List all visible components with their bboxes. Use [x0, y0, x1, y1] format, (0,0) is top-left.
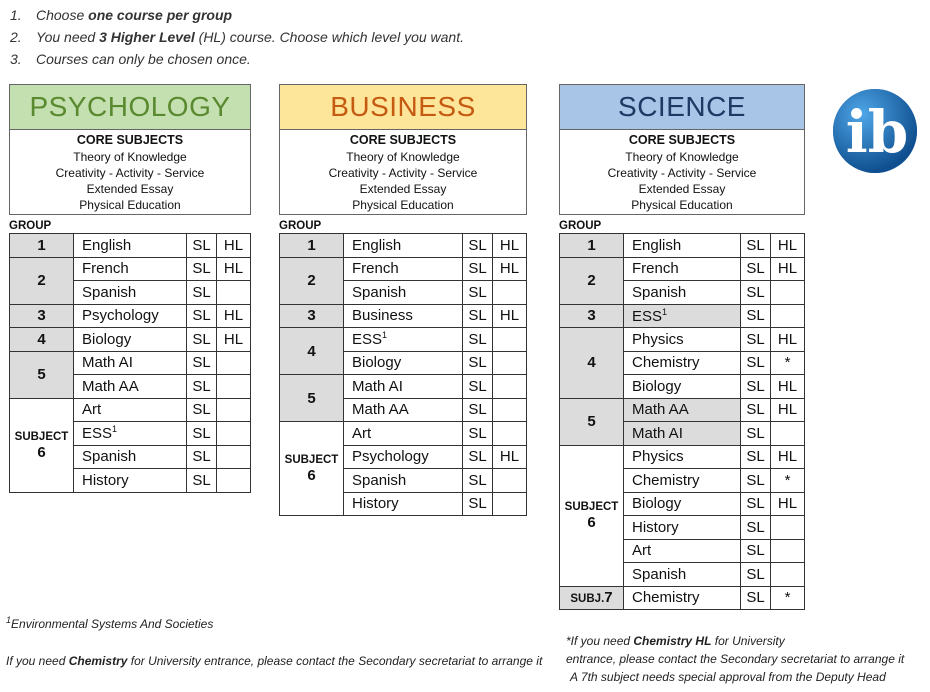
level-sl[interactable]: SL — [463, 422, 493, 446]
level-hl[interactable] — [493, 469, 527, 493]
group-subject-label: SUBJ. — [570, 593, 605, 606]
level-hl[interactable]: HL — [217, 257, 251, 281]
level-sl[interactable]: SL — [741, 586, 771, 610]
course-name: Biology — [624, 492, 741, 516]
level-hl[interactable] — [771, 539, 805, 563]
group-number: 2 — [10, 257, 74, 304]
level-hl[interactable] — [493, 328, 527, 352]
instruction-1: 1. Choose one course per group — [10, 7, 233, 23]
course-name: Business — [344, 304, 463, 328]
level-sl[interactable]: SL — [741, 539, 771, 563]
group-number: 5 — [560, 398, 624, 445]
instruction-3: 3. Courses can only be chosen once. — [10, 51, 251, 67]
level-sl[interactable]: SL — [187, 351, 217, 375]
course-name: Spanish — [624, 563, 741, 587]
course-table — [559, 233, 805, 610]
group-subject-label: SUBJECT — [564, 501, 619, 513]
table-row — [10, 304, 251, 328]
level-sl[interactable]: SL — [187, 375, 217, 399]
level-hl[interactable] — [493, 492, 527, 516]
core-heading: CORE SUBJECTS — [349, 133, 457, 147]
level-hl[interactable]: HL — [217, 234, 251, 258]
course-name: Math AA — [624, 398, 741, 422]
track-title: SCIENCE — [559, 84, 805, 130]
level-sl[interactable]: SL — [741, 398, 771, 422]
level-sl[interactable]: SL — [187, 469, 217, 493]
level-sl[interactable]: SL — [463, 328, 493, 352]
level-hl[interactable] — [493, 398, 527, 422]
footnote-marker: 1 — [662, 306, 668, 317]
course-table — [9, 233, 251, 493]
table-row — [10, 351, 251, 375]
level-sl[interactable]: SL — [463, 257, 493, 281]
course-name: Biology — [344, 351, 463, 375]
course-name: Math AI — [344, 375, 463, 399]
level-sl[interactable]: SL — [741, 304, 771, 328]
course-table — [279, 233, 527, 516]
track-title: BUSINESS — [279, 84, 527, 130]
table-row — [280, 422, 527, 446]
level-sl[interactable]: SL — [463, 445, 493, 469]
level-sl[interactable]: SL — [187, 234, 217, 258]
core-item: Physical Education — [631, 198, 733, 212]
level-sl[interactable]: SL — [463, 351, 493, 375]
level-hl[interactable]: HL — [771, 445, 805, 469]
track-panel-business — [279, 84, 527, 516]
course-name: Chemistry — [624, 469, 741, 493]
level-sl[interactable]: SL — [187, 445, 217, 469]
level-sl[interactable]: SL — [741, 257, 771, 281]
footnote-marker: 1 — [112, 424, 118, 435]
table-row — [280, 375, 527, 399]
level-sl[interactable]: SL — [741, 234, 771, 258]
course-name: Art — [624, 539, 741, 563]
group-number — [560, 445, 624, 586]
core-subjects — [279, 130, 527, 215]
table-row — [560, 328, 805, 352]
level-hl[interactable] — [493, 281, 527, 305]
group-subject-number: 6 — [587, 514, 596, 531]
level-hl[interactable]: * — [771, 351, 805, 375]
level-sl[interactable]: SL — [463, 398, 493, 422]
group-number: 3 — [560, 304, 624, 328]
course-name: Art — [74, 398, 187, 422]
table-row — [560, 586, 805, 610]
table-row — [280, 328, 527, 352]
level-hl[interactable] — [217, 281, 251, 305]
level-sl[interactable]: SL — [741, 445, 771, 469]
group-subject-label: SUBJECT — [14, 430, 69, 443]
level-hl[interactable] — [771, 422, 805, 446]
core-item: Creativity - Activity - Service — [55, 166, 205, 180]
course-name: Spanish — [624, 281, 741, 305]
track-panel-psychology — [9, 84, 251, 493]
level-hl[interactable] — [493, 375, 527, 399]
level-sl[interactable]: SL — [463, 304, 493, 328]
group-subject-number: 6 — [37, 443, 46, 461]
level-sl[interactable]: SL — [463, 234, 493, 258]
group-label: GROUP — [9, 220, 52, 232]
level-sl[interactable]: SL — [741, 563, 771, 587]
group-number: 1 — [10, 234, 74, 258]
table-row — [280, 234, 527, 258]
group-subject-label: SUBJECT — [284, 454, 339, 466]
instructions — [10, 4, 464, 70]
course-name: History — [344, 492, 463, 516]
group-number: 5 — [280, 375, 344, 422]
course-name: Spanish — [74, 445, 187, 469]
level-hl[interactable] — [217, 469, 251, 493]
core-subjects — [9, 130, 251, 215]
table-row — [280, 304, 527, 328]
level-hl[interactable] — [217, 445, 251, 469]
level-hl[interactable] — [217, 351, 251, 375]
level-hl[interactable] — [771, 281, 805, 305]
course-name: Spanish — [344, 281, 463, 305]
course-name: English — [344, 234, 463, 258]
group-label: GROUP — [279, 220, 322, 232]
course-name: Physics — [624, 328, 741, 352]
level-sl[interactable]: SL — [741, 328, 771, 352]
group-number: 1 — [560, 234, 624, 258]
course-name: Biology — [74, 328, 187, 352]
core-item: Creativity - Activity - Service — [607, 166, 757, 180]
table-row — [10, 328, 251, 352]
course-name: French — [74, 257, 187, 281]
level-sl[interactable]: SL — [187, 328, 217, 352]
level-hl[interactable] — [771, 516, 805, 540]
level-hl[interactable]: HL — [771, 328, 805, 352]
table-row — [10, 257, 251, 281]
level-sl[interactable]: SL — [187, 422, 217, 446]
core-heading: CORE SUBJECTS — [628, 133, 736, 147]
level-hl[interactable]: HL — [771, 398, 805, 422]
course-name: French — [624, 257, 741, 281]
course-name: Art — [344, 422, 463, 446]
course-name: Math AI — [624, 422, 741, 446]
course-name: Chemistry — [624, 351, 741, 375]
level-sl[interactable]: SL — [187, 257, 217, 281]
level-hl[interactable]: HL — [493, 234, 527, 258]
course-name: ESS$^1$ — [344, 328, 463, 352]
course-name: Spanish — [74, 281, 187, 305]
level-sl[interactable]: SL — [463, 375, 493, 399]
course-name: History — [74, 469, 187, 493]
core-item: Extended Essay — [86, 182, 174, 196]
core-item: Theory of Knowledge — [73, 150, 187, 164]
group-number: 2 — [280, 257, 344, 304]
instruction-2: 2. You need 3 Higher Level (HL) course. Choose which level you want. — [10, 29, 464, 45]
level-hl[interactable] — [771, 563, 805, 587]
course-name: Biology — [624, 375, 741, 399]
course-name: French — [344, 257, 463, 281]
table-row — [560, 445, 805, 469]
core-item: Extended Essay — [359, 182, 447, 196]
level-hl[interactable]: HL — [217, 328, 251, 352]
table-row — [560, 257, 805, 281]
level-hl[interactable]: HL — [771, 375, 805, 399]
table-row — [10, 398, 251, 422]
group-number — [560, 586, 624, 610]
level-sl[interactable]: SL — [741, 492, 771, 516]
level-hl[interactable]: HL — [771, 492, 805, 516]
group-number — [280, 422, 344, 516]
footnote-marker: 1 — [382, 330, 388, 341]
group-number: 5 — [10, 351, 74, 398]
course-name: Math AA — [344, 398, 463, 422]
course-name: English — [74, 234, 187, 258]
core-heading: CORE SUBJECTS — [76, 133, 184, 147]
level-hl[interactable]: * — [771, 469, 805, 493]
level-sl[interactable]: SL — [463, 492, 493, 516]
footnote-chemistry-right: *If you need Chemistry HL for University entrance, please contact the Secondary secretariat to arrange it A 7th subject needs special approval from the Deputy Head — [566, 634, 905, 684]
track-title: PSYCHOLOGY — [9, 84, 251, 130]
course-name: Psychology — [74, 304, 187, 328]
table-row — [560, 304, 805, 328]
footnote-seventh-subject: A 7th subject needs special approval from the Deputy Head — [570, 670, 886, 684]
core-item: Physical Education — [79, 198, 181, 212]
level-sl[interactable]: SL — [741, 281, 771, 305]
core-item: Physical Education — [352, 198, 454, 212]
level-hl[interactable] — [217, 398, 251, 422]
group-label: GROUP — [559, 220, 602, 232]
course-name: Math AI — [74, 351, 187, 375]
core-item: Theory of Knowledge — [625, 150, 739, 164]
course-name: Physics — [624, 445, 741, 469]
level-hl[interactable]: * — [771, 586, 805, 610]
level-sl[interactable]: SL — [463, 281, 493, 305]
level-hl[interactable]: HL — [493, 304, 527, 328]
group-number: 4 — [10, 328, 74, 352]
group-number: 4 — [560, 328, 624, 399]
course-name: English — [624, 234, 741, 258]
level-hl[interactable]: HL — [493, 445, 527, 469]
course-name: ESS$^1$ — [74, 422, 187, 446]
group-number: 3 — [10, 304, 74, 328]
track-panel-science — [559, 84, 805, 610]
core-item: Extended Essay — [638, 182, 726, 196]
course-name: History — [624, 516, 741, 540]
level-sl[interactable]: SL — [741, 516, 771, 540]
level-sl[interactable]: SL — [741, 351, 771, 375]
group-number — [10, 398, 74, 492]
level-sl[interactable]: SL — [187, 304, 217, 328]
ib-logo-icon — [832, 88, 918, 174]
table-row — [560, 398, 805, 422]
level-sl[interactable]: SL — [463, 469, 493, 493]
level-hl[interactable] — [217, 422, 251, 446]
svg-text:ib: ib — [845, 98, 909, 166]
course-name: ESS$^1$ — [624, 304, 741, 328]
level-hl[interactable] — [493, 422, 527, 446]
table-row — [280, 257, 527, 281]
course-name: Chemistry — [624, 586, 741, 610]
level-hl[interactable] — [217, 375, 251, 399]
group-number: 4 — [280, 328, 344, 375]
level-hl[interactable]: HL — [771, 234, 805, 258]
footnote-chemistry-left: If you need Chemistry for University entrance, please contact the Secondary secretariat to arrange it — [6, 654, 543, 668]
level-hl[interactable] — [771, 304, 805, 328]
level-hl[interactable]: HL — [217, 304, 251, 328]
group-number: 2 — [560, 257, 624, 304]
level-sl[interactable]: SL — [187, 398, 217, 422]
course-name: Math AA — [74, 375, 187, 399]
group-subject-number: 6 — [307, 467, 316, 484]
core-item: Creativity - Activity - Service — [328, 166, 478, 180]
core-subjects — [559, 130, 805, 215]
group-subject-number: 7 — [604, 589, 613, 607]
level-sl[interactable]: SL — [741, 469, 771, 493]
footnote-ess: $^1$Environmental Systems And Societies — [6, 615, 214, 631]
course-name: Spanish — [344, 469, 463, 493]
level-hl[interactable]: HL — [771, 257, 805, 281]
table-row — [10, 234, 251, 258]
course-name: Psychology — [344, 445, 463, 469]
level-sl[interactable]: SL — [187, 281, 217, 305]
core-item: Theory of Knowledge — [346, 150, 460, 164]
table-row — [560, 234, 805, 258]
level-hl[interactable]: HL — [493, 257, 527, 281]
group-number: 1 — [280, 234, 344, 258]
level-sl[interactable]: SL — [741, 375, 771, 399]
level-sl[interactable]: SL — [741, 422, 771, 446]
group-number: 3 — [280, 304, 344, 328]
level-hl[interactable] — [493, 351, 527, 375]
